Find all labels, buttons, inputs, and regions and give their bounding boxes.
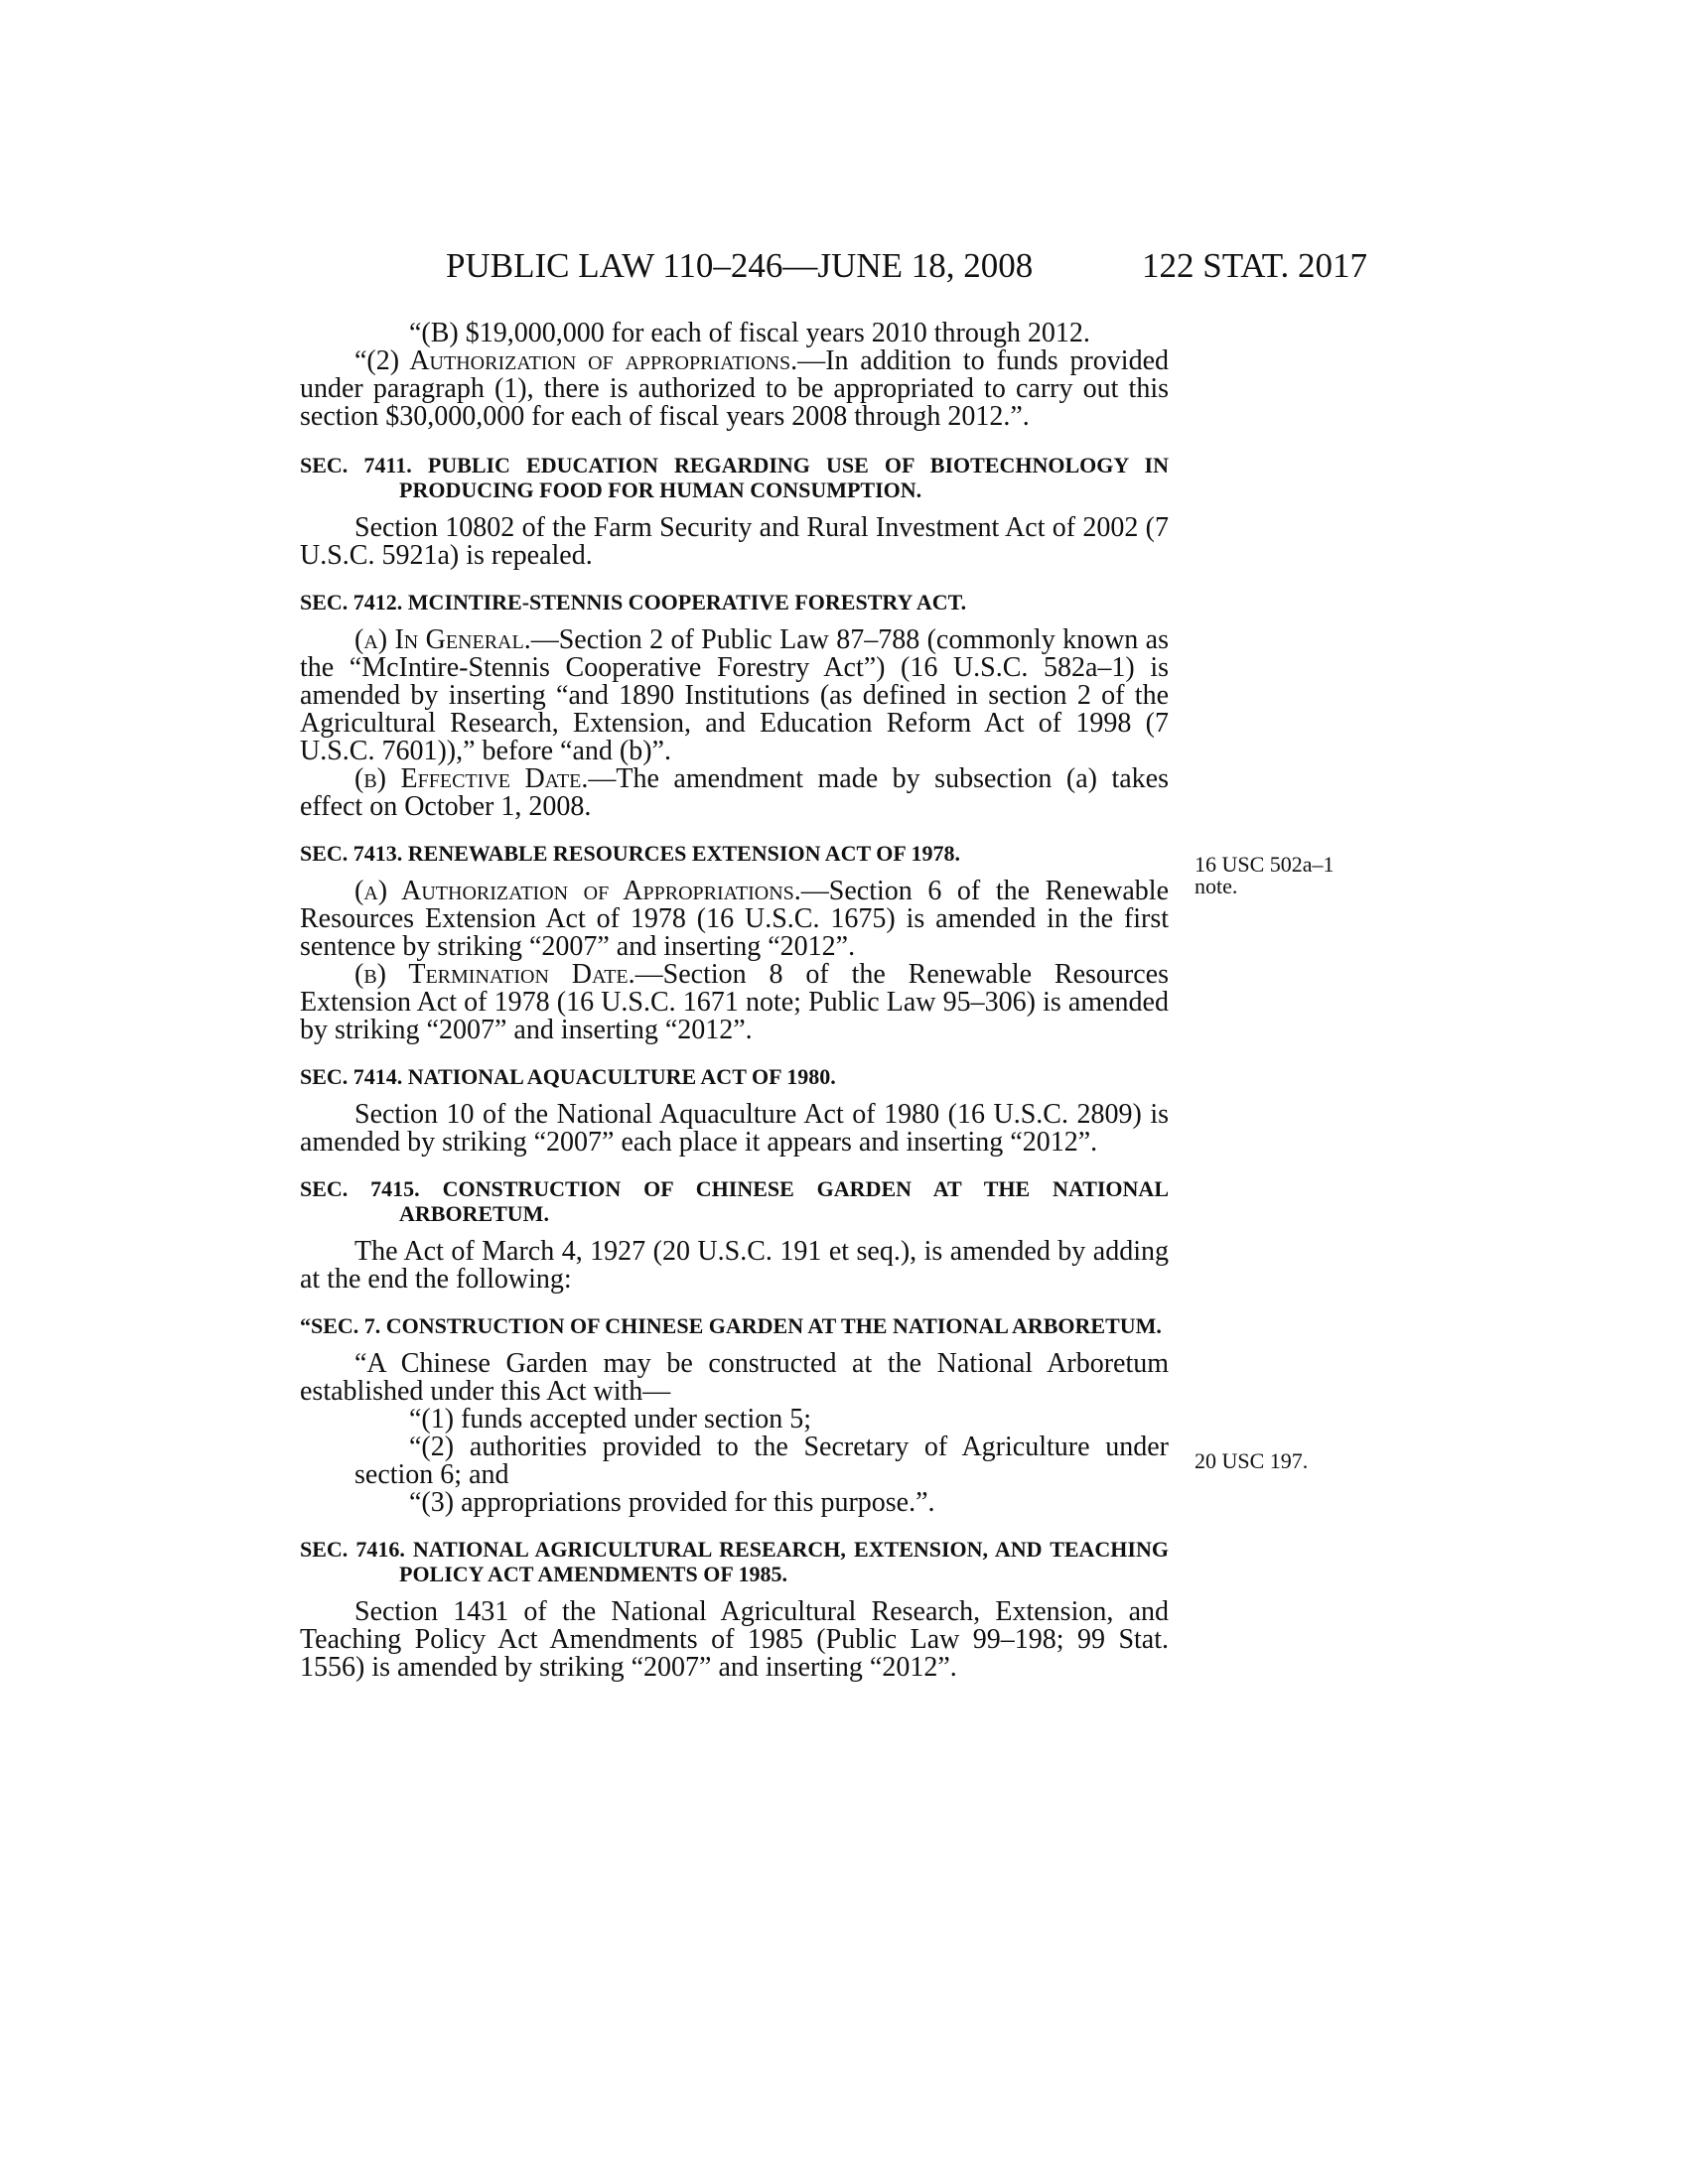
section-heading-7415: SEC. 7415. CONSTRUCTION OF CHINESE GARDEN AT THE NATIONAL ARBORETUM.: [300, 1176, 1169, 1226]
margin-note-usc-502a: [1195, 854, 1353, 897]
section-heading-7414: SEC. 7414. NATIONAL AQUACULTURE ACT OF 1980.: [300, 1064, 836, 1089]
subsection-text: Section 6 of the Renewable Resources Extension Act of 1978 (16 U.S.C. 1675) is amended in the first sentence by striking “2007” and inserting “2012”.: [300, 876, 1170, 962]
section-text-7416: Section 1431 of the National Agricultural Research, Extension, and Teaching Policy Act Amendments of 1985 (Public Law 99–198; 99 Stat. 1556) is amended by striking “2007” and inserting “2012”.: [300, 1596, 1169, 1683]
subsection-text: Section 2 of Public Law 87–788 (commonly known as the “McIntire-Stennis Cooperative Forestry Act”) (16 U.S.C. 582a–1) is amended by inserting “and 1890 Institutions (as defined in section 2 of the Agricultural Research, Extension, and Education Reform Act of 1998 (7 U.S.C. 7601)),” before “and (b)”.: [300, 624, 1169, 766]
public-law-title: PUBLIC LAW 110–246—JUNE 18, 2008: [446, 246, 1034, 285]
quoted-section-text-7: “A Chinese Garden may be constructed at the National Arboretum established under this Act with—: [300, 1348, 1169, 1407]
subsection-7413-b: [300, 961, 1169, 1044]
list-item: “(3) appropriations provided for this purpose.”.: [409, 1487, 935, 1518]
margin-note-usc-197: [1195, 1450, 1353, 1472]
paragraph-authorization: [300, 347, 1169, 431]
subsection-heading: (b) Termination Date.—: [354, 959, 663, 990]
margin-note-line: note.: [1195, 874, 1238, 898]
list-item: “(1) funds accepted under section 5;: [409, 1404, 812, 1434]
section-heading-7412: SEC. 7412. MCINTIRE-STENNIS COOPERATIVE FORESTRY ACT.: [300, 590, 967, 614]
list-item: “(2) authorities provided to the Secretary of Agriculture under section 6; and: [354, 1432, 1169, 1490]
document-body: [300, 320, 1169, 1682]
statute-page-number: 122 STAT. 2017: [1142, 246, 1367, 285]
quoted-section-heading-7: “SEC. 7. CONSTRUCTION OF CHINESE GARDEN AT THE NATIONAL ARBORETUM.: [300, 1313, 1162, 1338]
margin-note-line: 16 USC 502a–1: [1195, 852, 1335, 877]
paragraph-text: In addition to funds provided under paragraph (1), there is authorized to be appropriated to carry out this section $30,000,000 for each of fiscal years 2008 through 2012.”.: [300, 345, 1170, 432]
section-text-7414: Section 10 of the National Aquaculture Act of 1980 (16 U.S.C. 2809) is amended by striking “2007” each place it appears and inserting “2012”.: [300, 1099, 1169, 1158]
section-text-7411: Section 10802 of the Farm Security and Rural Investment Act of 2002 (7 U.S.C. 5921a) is repealed.: [300, 512, 1169, 571]
section-heading-7416: SEC. 7416. NATIONAL AGRICULTURAL RESEARCH, EXTENSION, AND TEACHING POLICY ACT AMENDMENTS OF 1985.: [300, 1537, 1169, 1586]
section-heading-7413: SEC. 7413. RENEWABLE RESOURCES EXTENSION ACT OF 1978.: [300, 841, 961, 866]
subsection-text: Section 8 of the Renewable Resources Extension Act of 1978 (16 U.S.C. 1671 note; Public Law 95–306) is amended by striking “2007” and inserting “2012”.: [300, 959, 1170, 1045]
section-heading-7411: SEC. 7411. PUBLIC EDUCATION REGARDING USE OF BIOTECHNOLOGY IN PRODUCING FOOD FOR HUMAN CONSUMPTION.: [300, 453, 1169, 502]
section-text-7415: The Act of March 4, 1927 (20 U.S.C. 191 et seq.), is amended by adding at the end the following:: [300, 1236, 1169, 1295]
margin-note-line: 20 USC 197.: [1195, 1448, 1309, 1473]
paragraph-b-2012: “(B) $19,000,000 for each of fiscal years 2010 through 2012.: [409, 318, 1090, 348]
subsection-7413-a: [300, 878, 1169, 961]
subsection-text: The amendment made by subsection (a) takes effect on October 1, 2008.: [300, 763, 1170, 822]
running-header: [300, 244, 1367, 288]
subsection-7412-b: [300, 765, 1169, 821]
paragraph-heading: “(2) Authorization of appropriations.—: [354, 345, 826, 376]
subsection-7412-a: [300, 626, 1169, 765]
subsection-heading: (a) Authorization of Appropriations.—: [354, 876, 829, 906]
subsection-heading: (b) Effective Date.—: [354, 763, 617, 794]
subsection-heading: (a) In General.—: [354, 624, 559, 655]
